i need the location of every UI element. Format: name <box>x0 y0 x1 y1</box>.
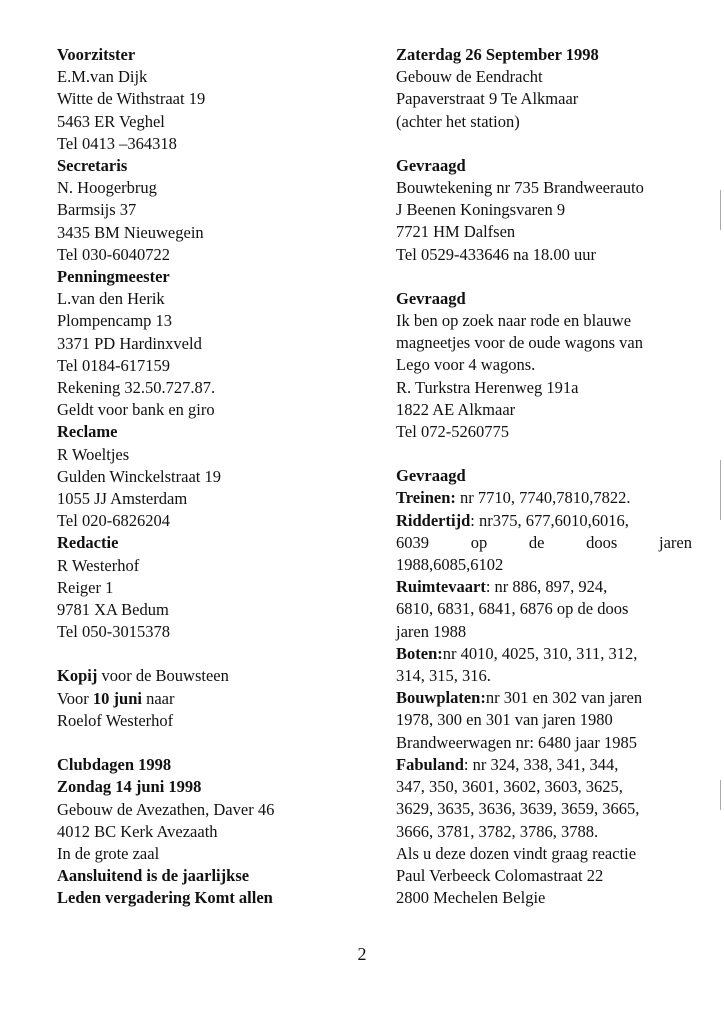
section-gevraagd-1 <box>396 155 692 266</box>
clubdagen-venue: Gebouw de Avezathen, Daver 46 <box>57 799 275 819</box>
scan-edge-mark <box>720 780 721 810</box>
kopij-line-2 <box>57 688 357 710</box>
gevraagd1-line-1: Bouwtekening nr 735 Brandweerauto <box>396 178 644 198</box>
voorzitster-city: 5463 ER Veghel <box>57 111 165 131</box>
scan-edge-mark <box>720 460 721 520</box>
closing-line-2: Paul Verbeeck Colomastraat 22 <box>396 865 604 885</box>
secretaris-street: Barmsijs 37 <box>57 200 137 220</box>
boten-text-1: nr 4010, 4025, 310, 311, 312, <box>442 643 638 663</box>
gevraagd1-line-3: 7721 HM Dalfsen <box>396 222 516 242</box>
voorzitster-street: Witte de Withstraat 19 <box>57 89 206 109</box>
bouwplaten-label: Bouwplaten: <box>396 688 486 708</box>
riddertijd-word-2: op <box>470 532 488 552</box>
secretaris-city: 3435 BM Nieuwegein <box>57 222 204 242</box>
secretaris-phone: Tel 030-6040722 <box>57 244 170 264</box>
ruimtevaart-label: Ruimtevaart <box>396 577 486 597</box>
clubdagen-room: In de grote zaal <box>57 843 160 863</box>
section-voorzitster <box>57 44 357 155</box>
penningmeester-name: L.van den Herik <box>57 289 165 309</box>
closing-line-3: 2800 Mechelen Belgie <box>396 888 546 908</box>
treinen-label: Treinen: <box>396 488 456 508</box>
riddertijd-word-5: jaren <box>659 532 692 552</box>
redactie-city: 9781 XA Bedum <box>57 600 169 620</box>
boten-label: Boten: <box>396 643 443 663</box>
penningmeester-account: Rekening 32.50.727.87. <box>57 378 216 398</box>
redactie-phone: Tel 050-3015378 <box>57 622 170 642</box>
gevraagd2-line-1: Ik ben op zoek naar rode en blauwe <box>396 311 632 331</box>
kopij-line-1 <box>57 665 357 687</box>
heading-secretaris: Secretaris <box>57 156 128 176</box>
section-gevraagd-2 <box>396 288 692 443</box>
fabuland-line-2: 347, 350, 3601, 3602, 3603, 3625, <box>396 777 623 797</box>
section-penningmeester <box>57 266 357 421</box>
fabuland-line-4: 3666, 3781, 3782, 3786, 3788. <box>396 821 599 841</box>
heading-voorzitster: Voorzitster <box>57 45 136 64</box>
zaterdag-street: Papaverstraat 9 Te Alkmaar <box>396 89 579 109</box>
clubdagen-city: 4012 BC Kerk Avezaath <box>57 821 218 841</box>
ruimtevaart-text-1: : nr 886, 897, 924, <box>485 577 608 597</box>
penningmeester-city: 3371 PD Hardinxveld <box>57 333 202 353</box>
section-clubdagen <box>57 754 357 909</box>
clubdagen-date: Zondag 14 juni 1998 <box>57 777 202 797</box>
heading-reclame: Reclame <box>57 422 118 442</box>
fabuland-line-3: 3629, 3635, 3636, 3639, 3659, 3665, <box>396 799 640 819</box>
heading-gevraagd-2: Gevraagd <box>396 288 466 308</box>
fabuland-label: Fabuland <box>396 754 464 774</box>
secretaris-name: N. Hoogerbrug <box>57 178 157 198</box>
fabuland-line-1 <box>396 754 692 776</box>
riddertijd-text-1: : nr375, 677,6010,6016, <box>470 510 629 530</box>
kopij-text: voor de Bouwsteen <box>97 666 229 686</box>
treinen-line <box>396 487 692 509</box>
heading-penningmeester: Penningmeester <box>57 267 170 287</box>
kopij-naar: naar <box>141 688 175 708</box>
clubdagen-note-2: Leden vergadering Komt allen <box>57 888 273 908</box>
zaterdag-directions: (achter het station) <box>396 111 520 131</box>
right-column <box>396 44 692 909</box>
reclame-street: Gulden Winckelstraat 19 <box>57 466 221 486</box>
reclame-phone: Tel 020-6826204 <box>57 511 170 531</box>
penningmeester-phone: Tel 0184-617159 <box>57 355 170 375</box>
heading-zaterdag: Zaterdag 26 September 1998 <box>396 45 599 64</box>
bouwplaten-line-3: Brandweerwagen nr: 6480 jaar 1985 <box>396 732 637 752</box>
ruimtevaart-line-3: jaren 1988 <box>396 621 467 641</box>
heading-clubdagen: Clubdagen 1998 <box>57 755 172 775</box>
ruimtevaart-line-2: 6810, 6831, 6841, 6876 op de doos <box>396 599 629 619</box>
clubdagen-note-1: Aansluitend is de jaarlijkse <box>57 866 250 886</box>
heading-redactie: Redactie <box>57 533 119 553</box>
voorzitster-phone: Tel 0413 –364318 <box>57 133 177 153</box>
gevraagd1-line-2: J Beenen Koningsvaren 9 <box>396 200 566 220</box>
reclame-name: R Woeltjes <box>57 444 130 464</box>
gevraagd2-line-4: R. Turkstra Herenweg 191a <box>396 377 579 397</box>
heading-gevraagd-1: Gevraagd <box>396 155 466 175</box>
bouwplaten-text-1: nr 301 en 302 van jaren <box>485 688 643 708</box>
riddertijd-word-3: de <box>528 532 545 552</box>
section-gevraagd-3 <box>396 465 692 909</box>
kopij-voor: Voor <box>57 688 93 708</box>
gevraagd2-line-3: Lego voor 4 wagons. <box>396 355 536 375</box>
redactie-street: Reiger 1 <box>57 577 114 597</box>
boten-line-1 <box>396 643 692 665</box>
riddertijd-line-2 <box>396 532 692 554</box>
riddertijd-line-3: 1988,6085,6102 <box>396 555 504 575</box>
section-secretaris <box>57 155 357 266</box>
section-reclame <box>57 421 357 532</box>
kopij-bold: Kopij <box>57 666 98 686</box>
riddertijd-label: Riddertijd <box>396 510 471 530</box>
kopij-deadline: 10 juni <box>92 688 142 708</box>
treinen-text: nr 7710, 7740,7810,7822. <box>455 488 631 508</box>
fabuland-text-1: : nr 324, 338, 341, 344, <box>463 754 619 774</box>
reclame-city: 1055 JJ Amsterdam <box>57 489 188 509</box>
scan-edge-mark <box>720 190 721 230</box>
boten-line-2: 314, 315, 316. <box>396 666 491 686</box>
heading-gevraagd-3: Gevraagd <box>396 466 466 486</box>
penningmeester-street: Plompencamp 13 <box>57 311 173 331</box>
bouwplaten-line-2: 1978, 300 en 301 van jaren 1980 <box>396 710 613 730</box>
section-kopij <box>57 665 357 732</box>
section-redactie <box>57 532 357 643</box>
kopij-line-3: Roelof Westerhof <box>57 710 174 730</box>
closing-line-1: Als u deze dozen vindt graag reactie <box>396 843 637 863</box>
penningmeester-note: Geldt voor bank en giro <box>57 400 215 420</box>
ruimtevaart-line-1 <box>396 576 692 598</box>
gevraagd2-line-2: magneetjes voor de oude wagons van <box>396 333 643 353</box>
zaterdag-venue: Gebouw de Eendracht <box>396 67 543 87</box>
gevraagd1-line-4: Tel 0529-433646 na 18.00 uur <box>396 244 597 264</box>
redactie-name: R Westerhof <box>57 555 140 575</box>
left-column <box>57 44 357 910</box>
riddertijd-line-1 <box>396 510 692 532</box>
gevraagd2-line-6: Tel 072-5260775 <box>396 422 509 442</box>
riddertijd-word-1: 6039 <box>396 532 429 552</box>
gevraagd2-line-5: 1822 AE Alkmaar <box>396 399 516 419</box>
page-number: 2 <box>357 944 367 964</box>
riddertijd-word-4: doos <box>586 532 618 552</box>
section-zaterdag <box>396 44 692 133</box>
bouwplaten-line-1 <box>396 687 692 709</box>
voorzitster-name: E.M.van Dijk <box>57 67 148 87</box>
